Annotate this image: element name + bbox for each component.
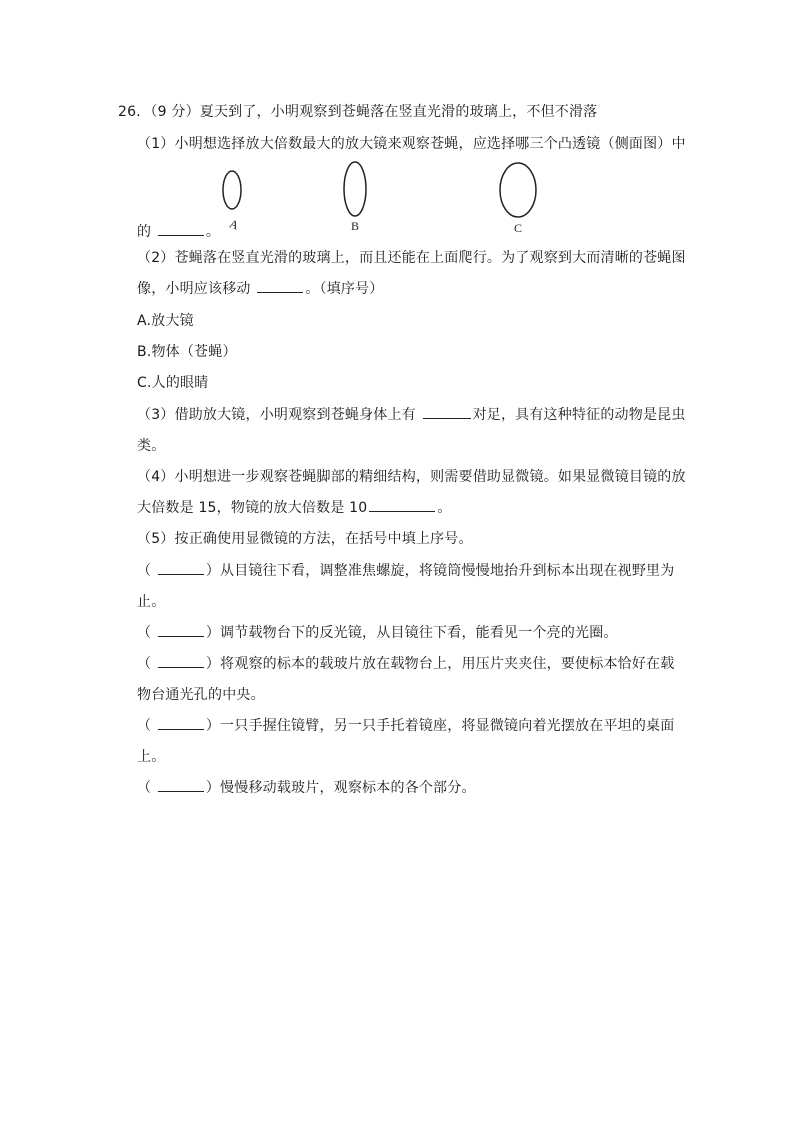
part3-line1-prefix: （3）借助放大镜，小明观察到苍蝇身体上有 — [137, 407, 416, 423]
answer-blank-part2[interactable] — [257, 280, 303, 293]
step3-open-paren: （ — [137, 656, 152, 672]
lens-b-label: B — [351, 219, 360, 233]
option-a: A.放大镜 — [137, 313, 194, 329]
part3-line1-suffix: 对足，具有这种特征的动物是昆虫 — [472, 407, 686, 423]
part1-line1: （1）小明想选择放大倍数最大的放大镜来观察苍蝇，应选择哪三个凸透镜（侧面图）中 — [137, 136, 686, 152]
part4-line1: （4）小明想进一步观察苍蝇脚部的精细结构，则需要借助显微镜。如果显微镜目镜的放 — [137, 469, 686, 485]
lens-a-icon — [223, 171, 241, 209]
step4-open-paren: （ — [137, 718, 152, 734]
step4-text: ）一只手握住镜臂，另一只手托着镜座，将显微镜向着光摆放在平坦的桌面 — [205, 718, 675, 734]
lens-a-label: A — [227, 216, 241, 233]
part2-line1: （2）苍蝇落在竖直光滑的玻璃上，而且还能在上面爬行。为了观察到大而清晰的苍蝇图 — [137, 250, 686, 266]
question-header — [118, 103, 597, 121]
answer-blank-step3[interactable] — [158, 655, 204, 668]
lens-c-figure — [496, 160, 542, 235]
part1-line2 — [137, 223, 220, 241]
step2-line1 — [137, 624, 618, 642]
answer-blank-part4[interactable] — [369, 499, 435, 512]
step1-text: ）从目镜往下看，调整准焦螺旋，将镜筒慢慢地抬升到标本出现在视野里为 — [205, 563, 675, 579]
part3-line1 — [137, 406, 686, 424]
answer-blank-part3[interactable] — [423, 406, 471, 419]
answer-blank-step1[interactable] — [158, 562, 204, 575]
step5-line1 — [137, 779, 476, 797]
step2-open-paren: （ — [137, 625, 152, 641]
question-intro: ．（9 分）夏天到了，小明观察到苍蝇落在竖直光滑的玻璃上，不但不滑落 — [136, 104, 598, 120]
step1-line2: 止。 — [137, 594, 166, 610]
step2-text: ）调节载物台下的反光镜，从目镜往下看，能看见一个亮的光圈。 — [205, 625, 618, 641]
answer-blank-step2[interactable] — [158, 624, 204, 637]
option-c: C.人的眼睛 — [137, 375, 209, 391]
step5-open-paren: （ — [137, 780, 152, 796]
step3-line1 — [137, 655, 674, 673]
option-b: B.物体（苍蝇） — [137, 344, 237, 360]
step3-text: ）将观察的标本的载玻片放在载物台上，用压片夹夹住，要使标本恰好在载 — [205, 656, 675, 672]
lens-b-icon — [344, 162, 366, 216]
part2-line2-suffix: 。（填序号） — [305, 281, 384, 297]
part1-line2-prefix: 的 — [137, 224, 152, 240]
answer-blank-step5[interactable] — [158, 779, 204, 792]
part2-line2-prefix: 像，小明应该移动 — [137, 281, 251, 297]
step1-line1 — [137, 562, 674, 580]
lens-c-label: C — [514, 221, 523, 235]
lens-c-icon — [500, 163, 536, 217]
part2-line2 — [137, 280, 383, 298]
lens-b-figure — [338, 158, 374, 233]
part4-line2 — [137, 499, 452, 517]
step4-line2: 上。 — [137, 749, 166, 765]
part4-line2-prefix: 大倍数是 15，物镜的放大倍数是 10 — [137, 500, 368, 516]
step3-line2: 物台通光孔的中央。 — [137, 687, 265, 703]
answer-blank-part1[interactable] — [158, 223, 204, 236]
lens-a-figure — [218, 165, 254, 233]
part3-line2: 类。 — [137, 438, 166, 454]
answer-blank-step4[interactable] — [158, 717, 204, 730]
step4-line1 — [137, 717, 674, 735]
question-number: 26 — [118, 104, 137, 120]
step1-open-paren: （ — [137, 563, 152, 579]
step5-text: ）慢慢移动载玻片，观察标本的各个部分。 — [205, 780, 476, 796]
part5-instruction: （5）按正确使用显微镜的方法，在括号中填上序号。 — [137, 531, 473, 547]
part1-line2-suffix: 。 — [205, 224, 221, 240]
part4-line2-suffix: 。 — [437, 500, 452, 516]
